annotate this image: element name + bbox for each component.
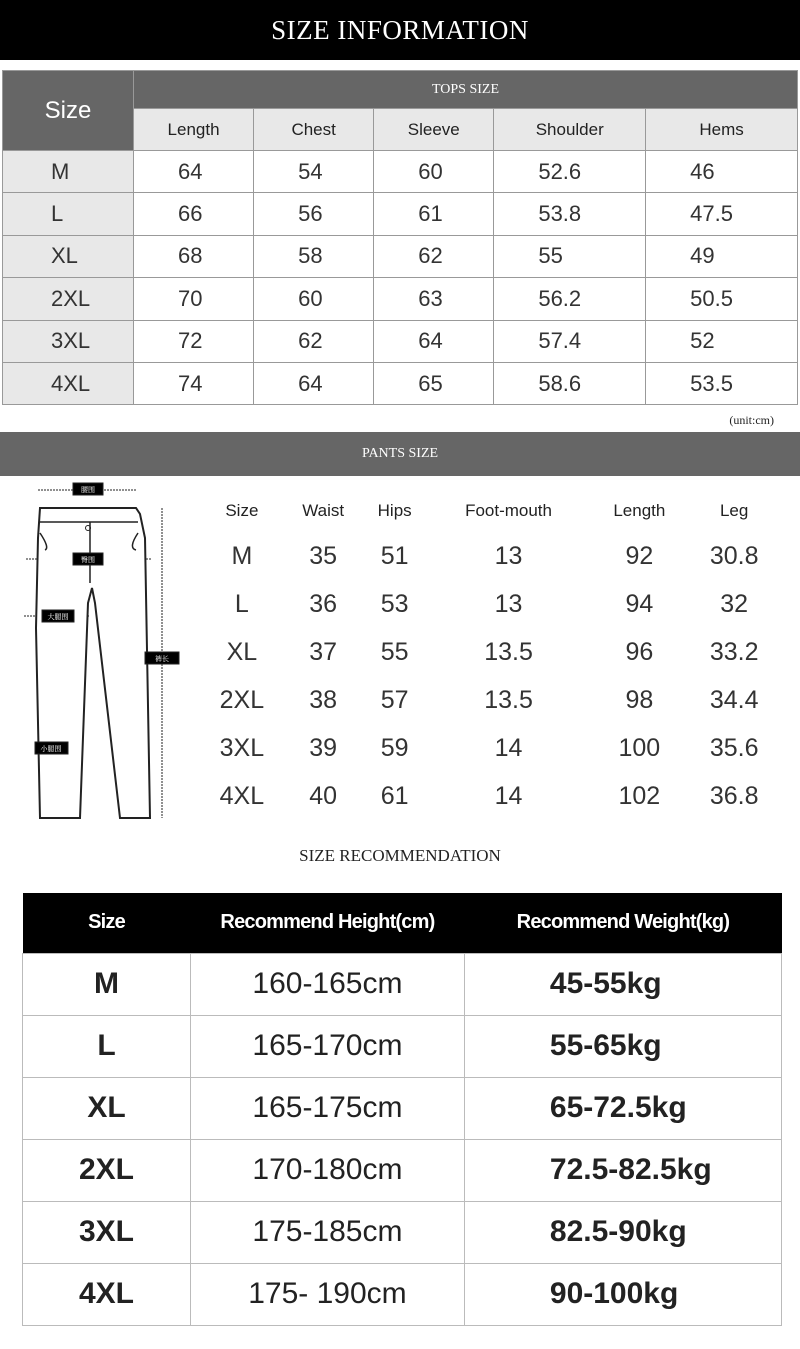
cell: 38 — [309, 685, 338, 714]
cell: 13.5 — [484, 685, 533, 714]
diagram-label-calf: 小腿围 — [40, 746, 62, 753]
cell: 46 — [646, 151, 798, 193]
height-cell: 165-170cm — [191, 1015, 465, 1077]
column-header-length: Length — [613, 501, 666, 520]
column-header-waist: Waist — [302, 501, 345, 520]
cell: 55 — [494, 235, 646, 277]
cell: 39 — [309, 733, 338, 762]
cell: 62 — [374, 235, 494, 277]
size-cell: 3XL — [23, 1201, 191, 1263]
cell: 68 — [134, 235, 254, 277]
weight-cell: 72.5-82.5kg — [464, 1139, 781, 1201]
size-cell: XL — [226, 637, 258, 666]
size-cell: M — [231, 541, 253, 570]
size-recommendation-table — [22, 893, 782, 1326]
table-row — [3, 235, 798, 277]
size-cell: XL — [23, 1077, 191, 1139]
weight-cell: 55-65kg — [464, 1015, 781, 1077]
diagram-label-thigh: 大腿围 — [47, 614, 69, 621]
cell: 35 — [309, 541, 338, 570]
cell: 47.5 — [646, 193, 798, 235]
cell: 64 — [374, 320, 494, 362]
cell: 59 — [380, 733, 409, 762]
page-title: SIZE INFORMATION — [0, 0, 800, 60]
cell: 52.6 — [494, 151, 646, 193]
cell: 53.5 — [646, 362, 798, 404]
cell: 13 — [494, 589, 523, 618]
size-recommendation-heading: SIZE RECOMMENDATION — [299, 846, 501, 865]
table-row — [200, 724, 780, 772]
table-row — [3, 320, 798, 362]
cell: 65 — [374, 362, 494, 404]
cell: 57 — [380, 685, 409, 714]
column-header-size: Size — [225, 501, 259, 520]
column-header-shoulder: Shoulder — [494, 109, 646, 151]
size-cell: M — [3, 151, 134, 193]
cell: 37 — [309, 637, 338, 666]
cell: 61 — [374, 193, 494, 235]
size-cell: 4XL — [219, 781, 265, 810]
table-row — [200, 580, 780, 628]
tops-size-table — [2, 70, 798, 405]
cell: 74 — [134, 362, 254, 404]
table-row — [200, 772, 780, 820]
cell: 30.8 — [709, 541, 759, 570]
cell: 33.2 — [709, 637, 759, 666]
cell: 60 — [374, 151, 494, 193]
cell: 64 — [254, 362, 374, 404]
cell: 52 — [646, 320, 798, 362]
column-header-0: Size — [23, 893, 191, 953]
tops-size-heading: TOPS SIZE — [134, 71, 798, 109]
cell: 64 — [134, 151, 254, 193]
table-row — [23, 1077, 782, 1139]
size-cell: 4XL — [3, 362, 134, 404]
diagram-label-hips: 臀围 — [81, 557, 95, 564]
cell: 14 — [494, 733, 523, 762]
size-cell: 2XL — [219, 685, 265, 714]
cell: 53 — [380, 589, 409, 618]
cell: 102 — [618, 781, 661, 810]
height-cell: 170-180cm — [191, 1139, 465, 1201]
size-cell: 4XL — [23, 1263, 191, 1325]
cell: 54 — [254, 151, 374, 193]
cell: 13.5 — [484, 637, 533, 666]
cell: 56.2 — [494, 278, 646, 320]
cell: 72 — [134, 320, 254, 362]
weight-cell: 90-100kg — [464, 1263, 781, 1325]
cell: 58 — [254, 235, 374, 277]
cell: 63 — [374, 278, 494, 320]
cell: 51 — [380, 541, 409, 570]
size-header: Size — [3, 71, 134, 151]
column-header-hems: Hems — [646, 109, 798, 151]
size-cell: L — [23, 1015, 191, 1077]
cell: 50.5 — [646, 278, 798, 320]
cell: 55 — [380, 637, 409, 666]
cell: 35.6 — [709, 733, 759, 762]
table-row — [200, 628, 780, 676]
column-header-sleeve: Sleeve — [374, 109, 494, 151]
cell: 49 — [646, 235, 798, 277]
cell: 57.4 — [494, 320, 646, 362]
table-row — [23, 1263, 782, 1325]
cell: 13 — [494, 541, 523, 570]
column-header-1: Recommend Height(cm) — [191, 893, 465, 953]
weight-cell: 82.5-90kg — [464, 1201, 781, 1263]
size-cell: L — [234, 589, 249, 618]
height-cell: 160-165cm — [191, 953, 465, 1015]
cell: 60 — [254, 278, 374, 320]
cell: 58.6 — [494, 362, 646, 404]
cell: 66 — [134, 193, 254, 235]
cell: 36 — [309, 589, 338, 618]
table-row — [200, 676, 780, 724]
pants-size-table — [200, 490, 780, 820]
cell: 100 — [618, 733, 661, 762]
cell: 98 — [625, 685, 654, 714]
table-row — [200, 532, 780, 580]
cell: 53.8 — [494, 193, 646, 235]
size-cell: L — [3, 193, 134, 235]
table-row — [3, 193, 798, 235]
column-header-hips: Hips — [377, 501, 412, 520]
size-cell: 2XL — [3, 278, 134, 320]
column-header-chest: Chest — [254, 109, 374, 151]
table-row — [23, 1015, 782, 1077]
cell: 36.8 — [709, 781, 759, 810]
diagram-label-waist: 腰围 — [81, 487, 95, 494]
table-row — [3, 362, 798, 404]
cell: 70 — [134, 278, 254, 320]
pants-diagram — [20, 478, 185, 823]
cell: 92 — [625, 541, 654, 570]
diagram-label-length: 裤长 — [155, 656, 169, 663]
cell: 94 — [625, 589, 654, 618]
pants-size-heading: PANTS SIZE — [0, 432, 800, 476]
cell: 32 — [720, 589, 749, 618]
size-cell: M — [23, 953, 191, 1015]
size-cell: 2XL — [23, 1139, 191, 1201]
size-cell: 3XL — [219, 733, 265, 762]
height-cell: 175-185cm — [191, 1201, 465, 1263]
cell: 56 — [254, 193, 374, 235]
table-row — [3, 278, 798, 320]
table-row — [23, 953, 782, 1015]
height-cell: 175- 190cm — [191, 1263, 465, 1325]
cell: 62 — [254, 320, 374, 362]
cell: 34.4 — [709, 685, 759, 714]
table-row — [23, 1139, 782, 1201]
table-row — [3, 151, 798, 193]
cell: 96 — [625, 637, 654, 666]
cell: 61 — [380, 781, 409, 810]
weight-cell: 65-72.5kg — [464, 1077, 781, 1139]
column-header-foot-mouth: Foot-mouth — [465, 501, 552, 520]
cell: 40 — [309, 781, 338, 810]
weight-cell: 45-55kg — [464, 953, 781, 1015]
size-cell: 3XL — [3, 320, 134, 362]
table-row — [23, 1201, 782, 1263]
size-cell: XL — [3, 235, 134, 277]
column-header-length: Length — [134, 109, 254, 151]
cell: 14 — [494, 781, 523, 810]
unit-note: (unit:cm) — [729, 413, 774, 427]
column-header-2: Recommend Weight(kg) — [464, 893, 781, 953]
column-header-leg: Leg — [719, 501, 749, 520]
height-cell: 165-175cm — [191, 1077, 465, 1139]
